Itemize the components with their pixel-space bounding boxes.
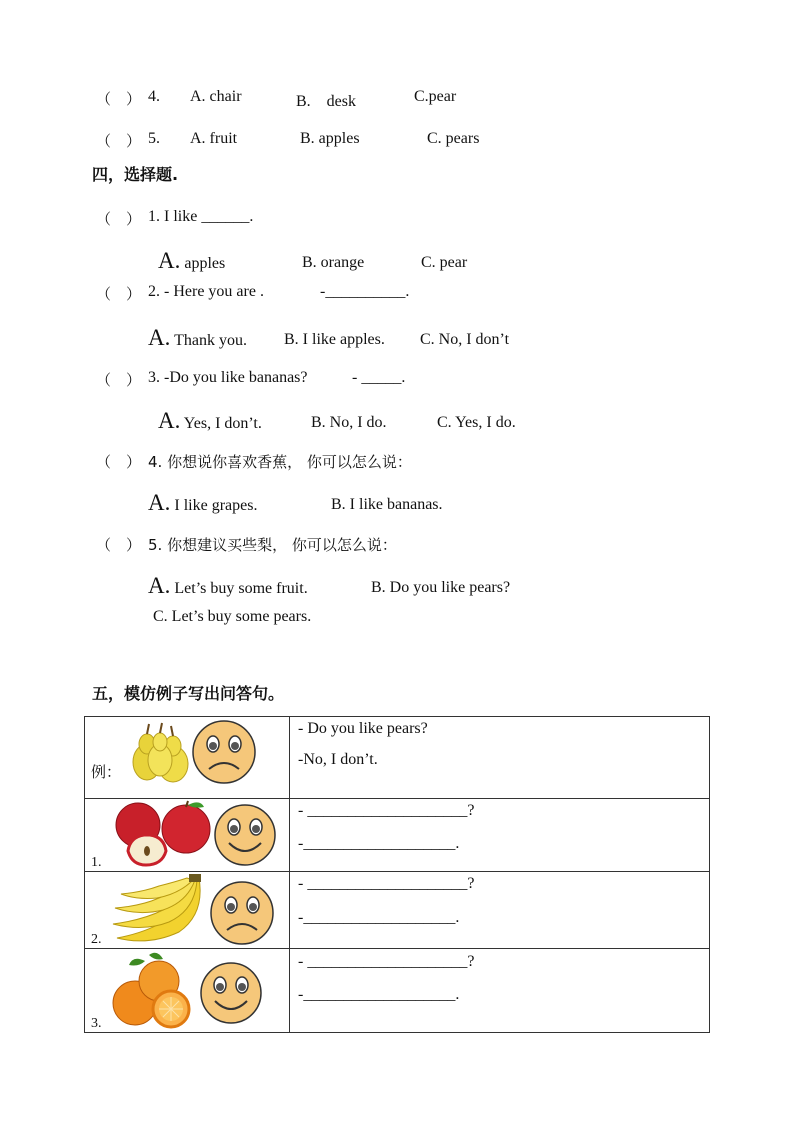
table-row: [85, 799, 710, 872]
option-c: C.pear: [414, 88, 457, 105]
answer-blank[interactable]: -___________________.: [298, 986, 460, 1003]
q2-option-a: [148, 325, 247, 351]
section5-heading: 五，模仿例子写出问答句。: [92, 684, 285, 703]
table-row: [85, 717, 710, 799]
q2-option-c: C. No, I don’t: [420, 331, 510, 348]
example-answer: -No, I don’t.: [298, 751, 378, 768]
oranges-icon: [109, 951, 199, 1029]
question-stem: 5. 你想建议买些梨， 你可以怎么说：: [148, 536, 397, 554]
section4-heading: 四，选择题.: [92, 165, 179, 184]
answer-paren[interactable]: （ ）: [96, 285, 142, 303]
answer-paren[interactable]: （ ）: [96, 536, 142, 554]
q3-option-b: B. No, I do.: [311, 414, 387, 431]
option-text: Let’s buy some fruit.: [174, 580, 308, 597]
q3-option-a: [158, 408, 262, 434]
question-stem: 1. I like ______.: [148, 208, 254, 225]
option-b: B. apples: [300, 130, 360, 147]
table-row: [85, 949, 710, 1033]
option-text: Yes, I don’t.: [183, 415, 262, 432]
sad-face-icon: [209, 880, 275, 946]
reply-blank[interactable]: -__________.: [320, 283, 410, 300]
option-text: I like grapes.: [174, 497, 258, 514]
q1-option-a: [158, 248, 225, 274]
example-question: - Do you like pears?: [298, 720, 428, 737]
option-b: B. desk: [296, 93, 357, 110]
answer-paren[interactable]: （ ）: [96, 371, 142, 389]
question-stem: 3. -Do you like bananas?: [148, 369, 308, 386]
q5-option-c: C. Let’s buy some pears.: [153, 608, 312, 625]
reply-blank[interactable]: - _____.: [352, 369, 406, 386]
happy-face-icon: [213, 803, 277, 867]
row-label: 2.: [91, 932, 102, 947]
q1-option-b: B. orange: [302, 254, 365, 271]
image-cell: [85, 799, 290, 872]
q5-option-b: B. Do you like pears?: [371, 579, 511, 596]
question-blank[interactable]: - ____________________?: [298, 953, 475, 970]
option-text: apples: [184, 255, 226, 272]
option-letter: A.: [148, 573, 171, 598]
option-a: A. fruit: [190, 130, 238, 147]
q3-option-c: C. Yes, I do.: [437, 414, 516, 431]
answer-cell: [290, 872, 710, 949]
answer-blank[interactable]: -___________________.: [298, 835, 460, 852]
pears-icon: [127, 720, 193, 784]
option-letter: A.: [158, 408, 181, 433]
option-letter: A.: [158, 248, 181, 273]
q4-option-a: [148, 490, 257, 516]
question-blank[interactable]: - ____________________?: [298, 875, 475, 892]
table-row: [85, 872, 710, 949]
item-number: 4.: [148, 88, 160, 105]
q4-option-b: B. I like bananas.: [331, 496, 443, 513]
q2-option-b: B. I like apples.: [284, 331, 385, 348]
happy-face-icon: [199, 961, 263, 1025]
row-label: 1.: [91, 855, 102, 870]
answer-blank[interactable]: -___________________.: [298, 909, 460, 926]
q1-option-c: C. pear: [421, 254, 468, 271]
question-stem: 4. 你想说你喜欢香蕉， 你可以怎么说：: [148, 453, 412, 471]
q5-option-a: [148, 573, 308, 599]
qa-table: [84, 716, 710, 1033]
bananas-icon: [109, 874, 209, 944]
image-cell: [85, 949, 290, 1033]
answer-paren[interactable]: （ ）: [96, 210, 142, 228]
sad-face-icon: [191, 719, 257, 785]
answer-paren[interactable]: （ ）: [96, 132, 142, 150]
answer-paren[interactable]: （ ）: [96, 453, 142, 471]
answer-cell: [290, 717, 710, 799]
option-a: A. chair: [190, 88, 242, 105]
option-letter: A.: [148, 490, 171, 515]
option-text: Thank you.: [174, 332, 247, 349]
item-number: 5.: [148, 130, 160, 147]
question-blank[interactable]: - ____________________?: [298, 802, 475, 819]
answer-cell: [290, 799, 710, 872]
apples-icon: [110, 799, 212, 867]
row-label: 3.: [91, 1016, 102, 1031]
question-stem: 2. - Here you are .: [148, 283, 264, 300]
answer-paren[interactable]: （ ）: [96, 90, 142, 108]
image-cell: [85, 872, 290, 949]
option-c: C. pears: [427, 130, 480, 147]
image-cell: [85, 717, 290, 799]
option-letter: A.: [148, 325, 171, 350]
row-label: 例：: [91, 763, 122, 781]
answer-cell: [290, 949, 710, 1033]
